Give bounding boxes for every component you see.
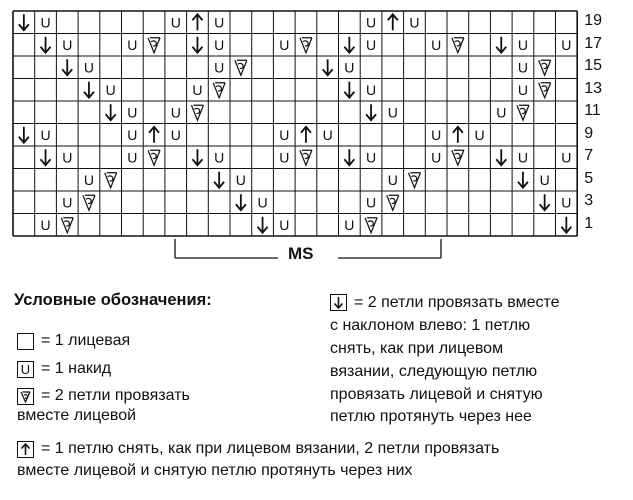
k2tog-icon: [191, 105, 203, 120]
ssk-icon: [496, 37, 506, 53]
legend-title: Условные обозначения:: [14, 291, 212, 309]
yarn-over-icon: U: [322, 126, 333, 143]
row-number: 13: [584, 79, 602, 97]
ssk-icon: [561, 217, 571, 233]
yarn-over-icon: U: [517, 59, 529, 76]
row-number: 7: [584, 147, 594, 165]
ssk-icon: [323, 59, 333, 75]
yarn-over-icon: U: [365, 14, 377, 31]
legend-text-k2tog-1: = 2 петли провязать: [41, 387, 190, 404]
k2tog-icon: [148, 38, 160, 53]
yarn-over-icon: U: [561, 194, 572, 211]
legend-text-yarn-over: = 1 накид: [41, 360, 112, 377]
yarn-over-icon: U: [539, 171, 550, 188]
yarn-over-icon: U: [83, 171, 95, 188]
yarn-over-icon: U: [105, 81, 116, 98]
ssk-icon: [192, 149, 202, 165]
sk2p-icon: [301, 127, 311, 143]
yarn-over-icon: U: [170, 104, 181, 121]
yarn-over-icon: U: [83, 59, 95, 76]
yarn-over-icon: U: [235, 171, 246, 188]
k2tog-icon: [452, 38, 464, 53]
yarn-over-icon: U: [40, 14, 51, 31]
yarn-over-icon: U: [474, 126, 485, 143]
ssk-icon: [344, 149, 354, 165]
k2tog-icon: [300, 38, 312, 53]
yarn-over-icon: U: [517, 149, 529, 166]
legend-text-sk2p-1: = 1 петлю снять, как при лицевом вязании, 2 петли провязать: [41, 440, 500, 457]
k2tog-icon: [539, 60, 551, 75]
yarn-over-icon: U: [62, 36, 73, 53]
yarn-over-icon: U: [409, 14, 420, 31]
yarn-over-icon: U: [365, 36, 377, 53]
legend-text-ssk-5: провязать лицевой и снятую: [330, 386, 543, 403]
ssk-icon: [41, 37, 51, 53]
k2tog-icon: [539, 83, 551, 98]
legend-text-k2tog-2: вместе лицевой: [17, 407, 137, 424]
yarn-over-icon: U: [62, 194, 73, 211]
ssk-icon: [84, 82, 94, 98]
k2tog-icon: [61, 218, 73, 233]
yarn-over-icon: U: [387, 171, 398, 188]
yarn-over-icon: U: [40, 126, 51, 143]
ssk-icon: [214, 172, 224, 188]
sk2p-icon: [388, 14, 398, 30]
ssk-icon: [19, 127, 29, 143]
yarn-over-icon: U: [127, 149, 138, 166]
legend-text-ssk-1: = 2 петли провязать вместе: [354, 294, 560, 311]
yarn-over-icon: U: [344, 216, 355, 233]
legend-text-knit: = 1 лицевая: [41, 332, 131, 349]
yarn-over-icon: U: [127, 104, 138, 121]
yarn-over-icon: U: [257, 194, 268, 211]
k2tog-icon: [83, 195, 95, 210]
yarn-over-icon: U: [517, 36, 529, 53]
legend-text-ssk-3: снять, как при лицевом: [330, 340, 504, 357]
row-number: 5: [584, 169, 594, 187]
repeat-label: MS: [288, 244, 314, 263]
yarn-over-icon: U: [517, 81, 529, 98]
ssk-icon: [540, 194, 550, 210]
k2tog-icon: [408, 173, 420, 188]
row-number: 15: [584, 57, 602, 75]
ssk-icon: [344, 37, 354, 53]
yarn-over-icon: U: [561, 36, 572, 53]
ssk-icon: [496, 149, 506, 165]
row-number: 17: [584, 34, 602, 52]
sk2p-symbol-icon: [17, 441, 34, 458]
ssk-icon: [106, 104, 116, 120]
yarn-over-icon: U: [279, 126, 290, 143]
k2tog-icon: [148, 150, 160, 165]
ssk-icon: [344, 82, 354, 98]
yarn-over-icon: U: [431, 36, 442, 53]
sk2p-icon: [149, 127, 159, 143]
legend-text-sk2p-2: вместе лицевой и снятую петлю протянуть через них: [17, 462, 413, 479]
yarn-over-icon: U: [431, 126, 442, 143]
ssk-icon: [518, 172, 528, 188]
yarn-over-icon: U: [40, 216, 51, 233]
yarn-over-icon: U: [62, 149, 73, 166]
yarn-over-icon: U: [365, 194, 377, 211]
k2tog-icon: [213, 83, 225, 98]
k2tog-icon: [300, 150, 312, 165]
ssk-icon: [41, 149, 51, 165]
yarn-over-icon: U: [431, 149, 442, 166]
k2tog-icon: [235, 60, 247, 75]
yarn-over-icon: U: [214, 14, 225, 31]
row-number: 9: [584, 124, 594, 142]
sk2p-icon: [192, 14, 202, 30]
yarn-over-icon: U: [365, 81, 377, 98]
ssk-icon: [258, 217, 268, 233]
knit-symbol-icon: [17, 333, 34, 350]
yarn-over-icon: U: [279, 149, 290, 166]
yarn-over-icon: U: [365, 149, 377, 166]
k2tog-icon: [517, 105, 529, 120]
k2tog-symbol-icon: [17, 388, 34, 405]
ssk-icon: [19, 14, 29, 30]
yarn-over-icon: U: [561, 149, 572, 166]
yarn-over-icon: U: [214, 59, 225, 76]
ssk-icon: [62, 59, 72, 75]
k2tog-icon: [452, 150, 464, 165]
yarn-over-icon: U: [344, 59, 355, 76]
legend-text-ssk-6: петлю протянуть через нее: [330, 408, 532, 425]
ssk-symbol-icon: [330, 294, 347, 311]
row-number: 19: [584, 12, 602, 30]
chart-grid: [13, 11, 577, 236]
yarn-over-icon: U: [279, 36, 290, 53]
yarn-over-icon: U: [127, 36, 138, 53]
legend-text-ssk-2: с наклоном влево: 1 петлю: [330, 317, 531, 334]
ssk-icon: [366, 104, 376, 120]
yarn-over-icon: U: [170, 14, 181, 31]
row-number: 11: [584, 102, 601, 120]
yarn-over-icon: U: [214, 36, 225, 53]
ssk-icon: [192, 37, 202, 53]
yarn-over-icon: U: [170, 126, 181, 143]
ssk-icon: [236, 194, 246, 210]
yarn-over-symbol-icon: U: [17, 361, 34, 378]
row-number: 1: [584, 214, 594, 232]
yarn-over-icon: U: [387, 104, 398, 121]
yarn-over-icon: U: [214, 149, 225, 166]
k2tog-icon: [387, 195, 399, 210]
yarn-over-icon: U: [127, 126, 138, 143]
sk2p-icon: [453, 127, 463, 143]
yarn-over-icon: U: [496, 104, 507, 121]
yarn-over-icon: U: [192, 81, 203, 98]
legend-text-ssk-4: вязании, следующую петлю: [330, 363, 538, 380]
k2tog-icon: [105, 173, 117, 188]
yarn-over-icon: U: [279, 216, 290, 233]
row-number: 3: [584, 192, 594, 210]
k2tog-icon: [365, 218, 377, 233]
